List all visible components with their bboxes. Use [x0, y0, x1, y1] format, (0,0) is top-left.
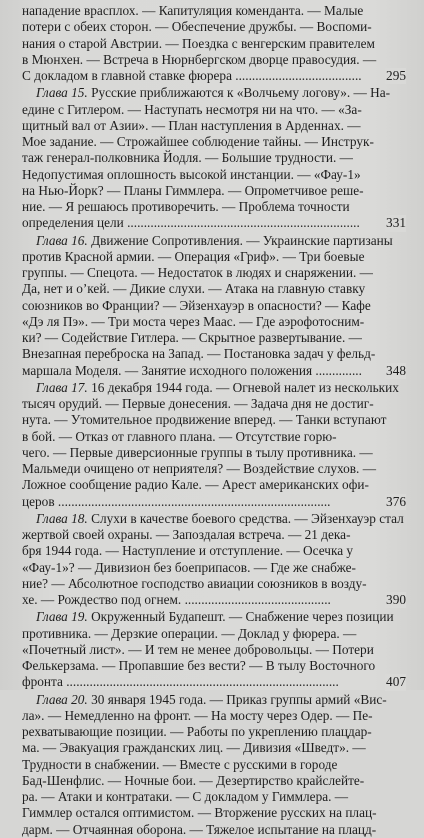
page-number: 348 [386, 362, 406, 378]
toc-entry [22, 692, 406, 838]
page-number: 390 [386, 592, 406, 607]
toc-line-text: Мальмеди очищено от неприятеля? — Воздействие слухов. — [22, 461, 377, 476]
toc-line-text: Слухи в качестве боевого средства. — Эйзенхауэр стал [87, 510, 404, 526]
toc-line [22, 461, 406, 477]
toc-line [22, 789, 406, 805]
toc-line-text: Гиммлер остался оптимистом. — Вторжение русских на плац- [22, 805, 377, 821]
toc-line-text: С докладом в главной ставке фюрера ...................................... [22, 68, 362, 83]
toc-line-text: Да, нет и о’кей. — Дикие слухи. — Атака на главную ставку [22, 281, 366, 297]
toc-line-text: на Нью-Йорк? — Планы Гиммлера. — Опрометчивое реше- [22, 182, 364, 198]
toc-line-text: Внезапная переброска на Запад. — Постановка задач у фельд- [22, 346, 376, 362]
toc-line-text: таж генерал-полковника Йодля. — Большие трудности. — [22, 150, 353, 166]
toc-line [22, 527, 406, 543]
toc-entry [22, 609, 406, 690]
toc-line-text: «Фау-1»? — Дивизион без боеприпасов. — Где же снабже- [22, 559, 356, 575]
toc-line [22, 724, 406, 740]
toc-line-text: ма. — Эвакуация гражданских лиц. — Дивизия «Шведт». — [22, 740, 366, 756]
toc-entry [22, 85, 406, 231]
toc-line [22, 298, 406, 314]
toc-line-text: ние? — Абсолютное господство авиации союзников в возду- [22, 575, 367, 591]
toc-line-text: чего. — Первые диверсионные группы в тылу противника. — [22, 444, 373, 460]
toc-line [22, 215, 406, 231]
toc-line [22, 118, 406, 134]
toc-line-text: ние. — Я решаюсь противоречить. — Проблема точности [22, 199, 350, 214]
toc-entry [22, 380, 406, 510]
toc-line-text: бря 1944 года. — Наступление и отступление. — Осечка у [22, 543, 354, 559]
toc-line [22, 249, 406, 265]
toc-line [22, 85, 406, 101]
toc-line-text: нания о старой Австрии. — Поездка с венгерским правителем [22, 35, 375, 51]
toc-line [22, 150, 406, 166]
toc-line-text: маршала Моделя. — Занятие исходного положения .............. [22, 362, 362, 378]
toc-line-text: в Мюнхен. — Встреча в Нюрнбергском дворце правосудия. — [22, 51, 377, 67]
toc-line [22, 281, 406, 297]
toc-line [22, 233, 406, 249]
toc-entry [22, 233, 406, 379]
toc-line [22, 330, 406, 346]
toc-line [22, 183, 406, 199]
toc-line-text: Мое задание. — Строжайшее соблюдение тайны. — Инструк- [22, 134, 374, 149]
toc-line [22, 592, 406, 608]
page-number: 407 [386, 674, 406, 690]
toc-line-text: нападение врасплох. — Капитуляция коменданта. — Малые [22, 3, 364, 18]
chapter-label: Глава 19. [36, 609, 88, 625]
toc-line-text: рехватывающие позиции. — Работы по укреплению плацдар- [22, 724, 372, 739]
chapter-label: Глава 18. [36, 510, 88, 526]
toc-line [22, 626, 406, 642]
toc-line-text: против Красной армии. — Операция «Гриф». — Три боевые [22, 248, 365, 264]
toc-line [22, 36, 406, 52]
toc-line [22, 822, 406, 838]
toc-line-text: «Почетный лист». — И тем не менее добровольцы. — Потери [22, 641, 374, 657]
toc-line-text: ла». — Немедленно на фронт. — На мосту через Одер. — Пе- [22, 707, 373, 723]
toc-line [22, 380, 406, 396]
toc-line-text: ра. — Атаки и контратаки. — С докладом у Гиммлера. — [22, 789, 349, 804]
toc-line-text: щитный вал от Азии». — План наступления в Арденнах. — [22, 117, 361, 133]
toc-line-text: ки? — Содействие Гитлера. — Скрытное развертывание. — [22, 330, 362, 345]
toc-line-text: тысяч орудий. — Первые донесения. — Задача дня не достиг- [22, 396, 374, 411]
chapter-label: Глава 16. [36, 232, 88, 248]
toc-line [22, 346, 406, 362]
toc-line-text: определения цели ...................................................................... [22, 215, 360, 231]
toc-line-text: нута. — Утомительное продвижение вперед. — Танки вступают [22, 412, 387, 428]
toc-line [22, 396, 406, 412]
toc-line [22, 642, 406, 658]
toc-line [22, 265, 406, 281]
toc-line [22, 199, 406, 215]
toc-line [22, 740, 406, 756]
toc-line [22, 773, 406, 789]
toc-line [22, 429, 406, 445]
toc-line [22, 543, 406, 559]
toc-line-text: группы. — Спецота. — Недостаток в людях и снаряжении. — [22, 265, 373, 280]
toc-line [22, 52, 406, 68]
toc-line-text: фронта .................................................................................. [22, 674, 339, 690]
toc-line [22, 19, 406, 35]
toc-line-text: Окруженный Будапешт. — Снабжение через позиции [87, 609, 394, 625]
toc-line [22, 674, 406, 690]
toc-line [22, 757, 406, 773]
toc-line-text: Бад-Шенфлис. — Ночные бои. — Дезертирство крайслейте- [22, 772, 365, 788]
page-number: 295 [386, 68, 406, 83]
toc-line [22, 445, 406, 461]
toc-line-text: Трудности в снабжении. — Вместе с русскими в городе [22, 756, 338, 772]
toc-line [22, 805, 406, 821]
toc-entry [22, 3, 406, 84]
chapter-label: Глава 20. [36, 691, 88, 707]
toc-line-text: жертвой своей охраны. — Запоздалая встреча. — 21 дека- [22, 527, 351, 542]
toc-line [22, 314, 406, 330]
toc-entry [22, 511, 406, 609]
chapter-label: Глава 17. [36, 379, 88, 395]
toc-line [22, 167, 406, 183]
toc-line-text: союзников во Франции? — Эйзенхауэр в опасности? — Кафе [22, 297, 371, 313]
toc-line [22, 412, 406, 428]
toc-line [22, 494, 406, 510]
toc-line-text: церов .................................................................................. [22, 493, 331, 509]
toc-line [22, 708, 406, 724]
toc-line [22, 692, 406, 708]
toc-line-text: «Дэ ля Пэ». — Три моста через Маас. — Где аэрофотосним- [22, 313, 365, 329]
toc-line-text: хе. — Рождество под огнем. ............................................ [22, 592, 331, 607]
toc-line [22, 102, 406, 118]
toc-line [22, 576, 406, 592]
toc-line [22, 477, 406, 493]
toc-line-text: 16 декабря 1944 года. — Огневой налет из нескольких [87, 379, 399, 395]
chapter-label: Глава 15. [36, 85, 88, 101]
toc-line [22, 363, 406, 379]
toc-line-text: противника. — Дерзкие операции. — Доклад у фюрера. — [22, 625, 357, 641]
toc-line [22, 560, 406, 576]
toc-line-text: едине с Гитлером. — Наступать несмотря ни на что. — «За- [22, 101, 362, 117]
toc-line [22, 68, 406, 84]
toc-line [22, 658, 406, 674]
toc-line [22, 511, 406, 527]
page-number: 331 [386, 215, 406, 231]
page-number: 376 [386, 493, 406, 509]
toc-line [22, 609, 406, 625]
toc-line-text: Движение Сопротивления. — Украинские партизаны [87, 232, 393, 248]
toc-line-text: Русские приближаются к «Волчьему логову». — На- [87, 85, 391, 101]
toc-line-text: в бой. — Отказ от главного плана. — Отсутствие горю- [22, 428, 337, 444]
toc-line-text: дарм. — Отчаянная оборона. — Тяжелое испытание на плацд- [22, 821, 377, 837]
toc-line-text: Фелькерзама. — Пропавшие без вести? — В тылу Восточного [22, 658, 376, 673]
toc-line [22, 134, 406, 150]
toc-line-text: Недопустимая оплошность высокой инстанции. — «Фау-1» [22, 166, 361, 182]
toc-line [22, 3, 406, 19]
toc-line-text: Ложное сообщение радио Кале. — Арест американских офи- [22, 477, 369, 493]
toc-line-text: 30 января 1945 года. — Приказ группы армий «Вис- [87, 691, 387, 707]
toc-line-text: потери с обеих сторон. — Обеспечение дружбы. — Воспоми- [22, 19, 372, 35]
